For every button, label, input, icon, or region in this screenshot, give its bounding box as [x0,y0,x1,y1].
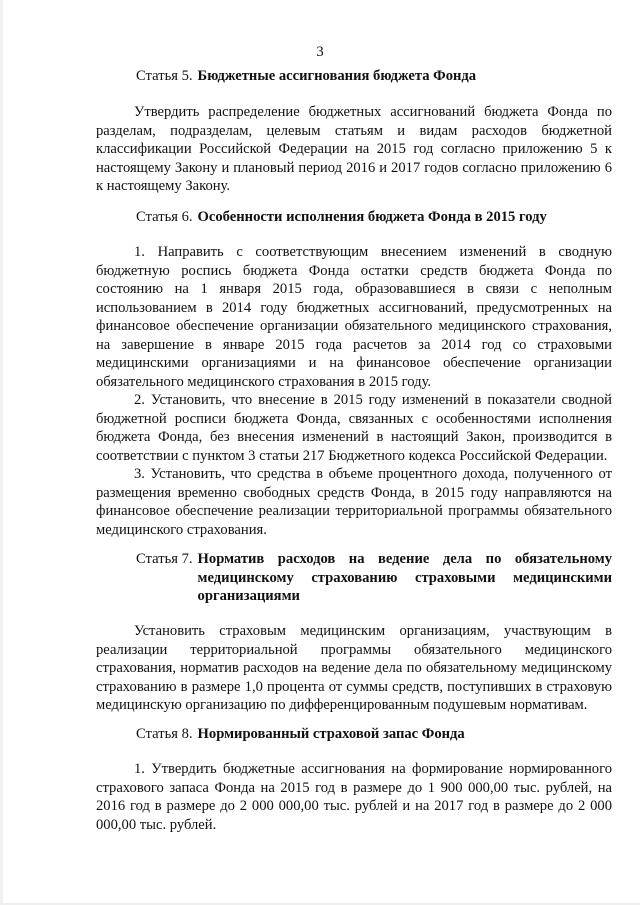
article-title: Нормированный страховой запас Фонда [197,726,465,742]
article-8-heading [96,725,612,744]
paragraph: 1. Утвердить бюджетные ассигнования на формирование нормированного страхового запаса Фонда на 2015 год в размере до 1 900 000,00 тыс. рублей, на 2016 год в размере до 2 000 000,00 тыс. рублей и на 2017 год в размере до 2 000 000,00 тыс. рублей. [96,761,612,833]
paragraph: 1. Направить с соответствующим внесением изменений в сводную бюджетную роспись бюджета Фонда остатки средств бюджета Фонда по состоянию на 1 января 2015 года, образовавшиеся в связи с неполным использованием в 2014 году бюджетных ассигнований, предусмотренных на финансовое обеспечение организации обязательного медицинского страхования, на завершение в январе 2015 года расчетов за 2014 год со страховыми медицинскими организациями и на финансовое обеспечение организации обязательного медицинского страхования в 2015 году. [96,244,612,390]
article-label: Статья 7. [136,551,193,567]
article-7-body [96,622,612,715]
article-5-body [96,103,612,196]
paragraph: Утвердить распределение бюджетных ассигнований бюджета Фонда по разделам, подразделам, целевым статьям и видам расходов бюджетной классификации Российской Федерации на 2015 год согласно приложению 5 к настоящему Закону и плановый период 2016 и 2017 годов согласно приложению 6 к настоящему Закону. [96,104,612,194]
paragraph: Установить страховым медицинским организациям, участвующим в реализации территориальной программы обязательного медицинского страхования, норматив расходов на ведение дела по обязательному медицинскому страхованию в размере 1,0 процента от суммы средств, поступивших в страховую медицинскую организацию по дифференцированным подушевым нормативам. [96,623,612,713]
article-5-heading [96,67,612,86]
article-6-heading [96,208,612,227]
paragraph: 3. Установить, что средства в объеме процентного дохода, полученного от размещения временно свободных средств Фонда, в 2015 году направляются на финансовое обеспечение реализации территориальной программы обязательного медицинского страхования. [96,466,612,538]
page-number: 3 [316,44,324,60]
paragraph: 2. Установить, что внесение в 2015 году изменений в показатели сводной бюджетной росписи бюджета Фонда, связанных с особенностями исполнения бюджета Фонда, без внесения изменений в настоящий Закон, производится в соответствии с пунктом 3 статьи 217 Бюджетного кодекса Российской Федерации. [96,392,612,464]
article-8-body [96,760,612,834]
scan-left-edge [0,0,3,905]
article-6-body [96,243,612,539]
article-title: Норматив расходов на ведение дела по обязательному медицинскому страхованию страховыми медицинскими организациями [197,551,612,604]
article-title: Бюджетные ассигнования бюджета Фонда [197,68,477,84]
article-title: Особенности исполнения бюджета Фонда в 2015 году [197,209,547,225]
article-7-heading [96,550,612,606]
article-label: Статья 6. [136,209,193,225]
article-label: Статья 5. [136,68,193,84]
article-label: Статья 8. [136,726,193,742]
